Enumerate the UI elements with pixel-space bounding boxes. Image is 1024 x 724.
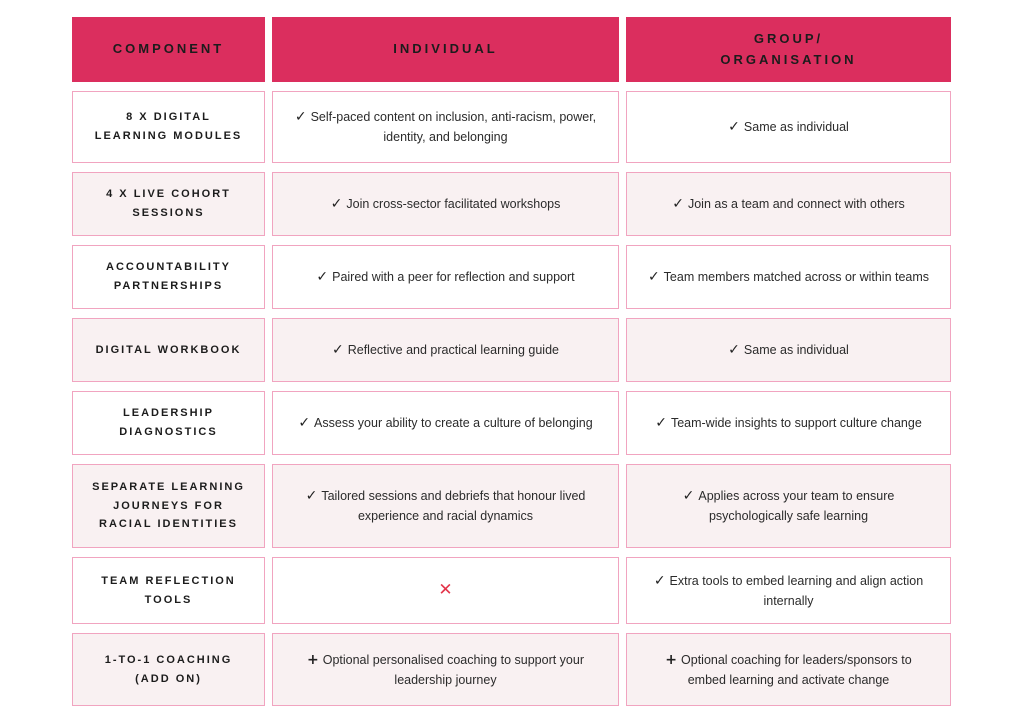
check-icon: ✓ (305, 488, 318, 505)
comparison-table (72, 17, 951, 706)
cell-text: ✓ Same as individual (728, 117, 849, 138)
individual-cell (272, 91, 619, 163)
check-icon: ✓ (647, 268, 660, 285)
individual-cell (272, 245, 619, 309)
component-cell: ACCOUNTABILITY PARTNERSHIPS (72, 245, 265, 309)
group-cell (626, 91, 951, 163)
plus-icon: + (306, 651, 319, 668)
check-icon: ✓ (653, 572, 666, 589)
check-icon: ✓ (728, 341, 740, 358)
individual-cell (272, 464, 619, 548)
check-icon: ✓ (728, 118, 740, 135)
group-cell (626, 172, 951, 236)
check-icon: ✓ (672, 195, 684, 212)
column-header-component: COMPONENT (72, 17, 265, 82)
individual-cell (272, 318, 619, 382)
cell-text: ✓ Team-wide insights to support culture change (655, 413, 922, 434)
component-cell: SEPARATE LEARNING JOURNEYS FOR RACIAL IDENTITIES (72, 464, 265, 548)
component-cell: 8 X DIGITAL LEARNING MODULES (72, 91, 265, 163)
component-cell: DIGITAL WORKBOOK (72, 318, 265, 382)
cell-text: + Optional coaching for leaders/sponsors to embed learning and activate change (665, 651, 912, 687)
cross-icon: ✕ (438, 579, 453, 600)
component-cell: TEAM REFLECTION TOOLS (72, 557, 265, 624)
check-icon: ✓ (330, 195, 343, 212)
plus-icon: + (665, 651, 678, 668)
individual-cell (272, 391, 619, 455)
individual-cell (272, 172, 619, 236)
column-header-individual: INDIVIDUAL (272, 17, 619, 82)
cell-text: ✓ Extra tools to embed learning and align action internally (653, 572, 924, 608)
component-cell: LEADERSHIP DIAGNOSTICS (72, 391, 265, 455)
cell-text: ✓ Assess your ability to create a culture of belonging (298, 413, 592, 434)
cell-text: ✓ Join as a team and connect with others (672, 194, 905, 215)
cell-text: ✓ Same as individual (728, 340, 849, 361)
component-cell: 4 X LIVE COHORT SESSIONS (72, 172, 265, 236)
group-cell (626, 391, 951, 455)
cell-text: + Optional personalised coaching to support your leadership journey (306, 651, 584, 687)
cell-text: ✓ Join cross-sector facilitated workshops (331, 194, 561, 215)
group-cell (626, 464, 951, 548)
check-icon: ✓ (332, 341, 344, 358)
check-icon: ✓ (294, 109, 307, 126)
column-header-group-organisation: GROUP/ ORGANISATION (626, 17, 951, 82)
cell-text: ✓ Self-paced content on inclusion, anti-racism, power, identity, and belonging (294, 109, 597, 145)
cell-text: ✓ Reflective and practical learning guide (332, 340, 559, 361)
check-icon: ✓ (298, 414, 311, 431)
group-cell (626, 245, 951, 309)
cell-text (438, 578, 452, 604)
individual-cell (272, 557, 619, 624)
group-cell (626, 318, 951, 382)
group-cell (626, 633, 951, 706)
check-icon: ✓ (655, 414, 667, 431)
cell-text: ✓ Tailored sessions and debriefs that honour lived experience and racial dynamics (305, 488, 586, 524)
individual-cell (272, 633, 619, 706)
check-icon: ✓ (682, 488, 695, 505)
cell-text: ✓ Team members matched across or within teams (648, 267, 929, 288)
check-icon: ✓ (316, 268, 329, 285)
group-cell (626, 557, 951, 624)
component-cell: 1-TO-1 COACHING (ADD ON) (72, 633, 265, 706)
cell-text: ✓ Applies across your team to ensure psychologically safe learning (682, 488, 895, 524)
cell-text: ✓ Paired with a peer for reflection and support (316, 267, 574, 288)
